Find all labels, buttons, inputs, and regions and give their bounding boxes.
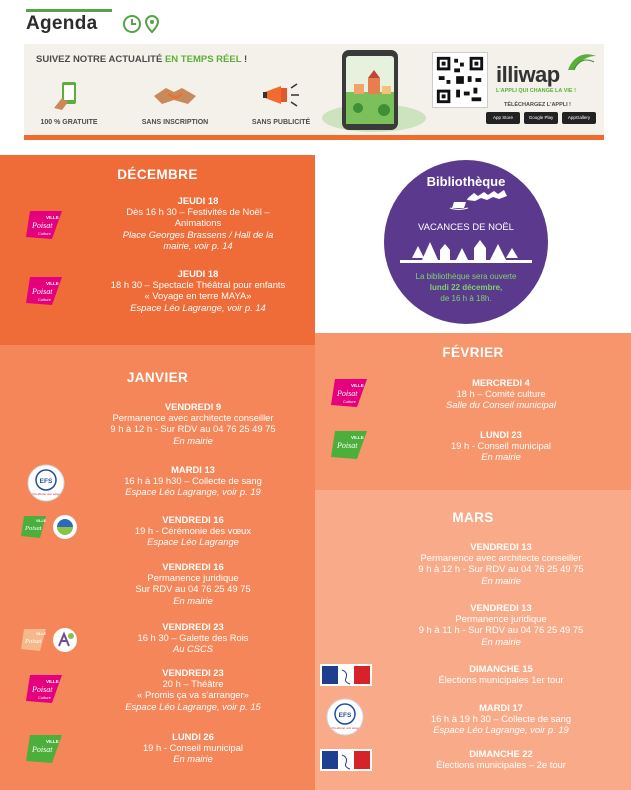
svg-text:VILLE: VILLE (46, 679, 59, 684)
association-logo (50, 513, 80, 541)
event-item: VENDREDI 16 19 h - Cérémonie des vœux Espace Léo Lagrange (134, 514, 252, 548)
banner-headline: SUIVEZ NOTRE ACTUALITÉ EN TEMPS RÉEL ! (36, 54, 248, 65)
republique-francaise-logo (320, 749, 372, 771)
svg-text:Poisat: Poisat (32, 287, 53, 296)
event-item: VENDREDI 13 Permanence avec architecte conseiller 9 h à 12 h - Sur RDV au 04 76 25 49 75 En mairie (418, 541, 584, 586)
month-title: DÉCEMBRE (117, 167, 198, 182)
download-label: TÉLÉCHARGEZ L'APPLI ! (504, 102, 572, 108)
event-item: JEUDI 18 18 h 30 – Spectacle Théâtral pour enfants « Voyage en terre MAYA» Espace Léo Lagrange, voir p. 14 (110, 268, 286, 313)
svg-text:On donne son sang: On donne son sang (331, 726, 359, 730)
month-title: JANVIER (126, 370, 189, 385)
app-gallery-badge: AppGallery (562, 112, 596, 124)
svg-text:VILLE: VILLE (351, 435, 364, 440)
bibliotheque-title: Bibliothèque (426, 174, 506, 189)
svg-text:VILLE: VILLE (351, 383, 364, 388)
svg-text:VILLE: VILLE (46, 215, 59, 220)
event-item: LUNDI 23 19 h - Conseil municipal En mairie (450, 429, 552, 463)
feature-no-signup: SANS INSCRIPTION (140, 80, 210, 126)
svg-text:Poisat: Poisat (25, 638, 42, 645)
event-item: VENDREDI 16 Permanence juridique Sur RDV au 04 76 25 49 75 En mairie (135, 561, 251, 606)
event-item: MERCREDI 4 18 h – Comité culture Salle du Conseil municipal (446, 377, 556, 411)
month-title: MARS (452, 510, 494, 525)
bibliotheque-line3: de 16 h à 18h. (440, 294, 492, 303)
ville-poisat-culture-logo (22, 671, 68, 707)
google-play-badge: Google Play (524, 112, 558, 124)
svg-text:On donne son sang: On donne son sang (32, 492, 60, 496)
event-item: DIMANCHE 22 Élections municipales – 2e tour (436, 748, 566, 771)
illiwap-tagline: L'APPLI QUI CHANGE LA VIE ! (496, 88, 576, 94)
clock-and-pin-icon (122, 13, 164, 35)
section-fevrier (315, 333, 631, 490)
svg-text:EFS: EFS (338, 712, 352, 719)
app-store-badge: App Store (486, 112, 520, 124)
ville-poisat-culture-logo (22, 207, 68, 243)
event-item: VENDREDI 23 20 h – Théâtre « Promis ça va s'arranger» Espace Léo Lagrange, voir p. 15 (125, 667, 261, 712)
svg-text:Poisat: Poisat (337, 389, 358, 398)
handshake-icon (152, 80, 198, 110)
svg-text:Culture: Culture (38, 695, 51, 700)
svg-text:VILLE: VILLE (46, 281, 59, 286)
phone-village-illustration (314, 48, 426, 136)
feature-free: 100 % GRATUITE (34, 80, 104, 126)
feature-no-ads: SANS PUBLICITÉ (246, 80, 316, 126)
phone-hand-icon (52, 80, 86, 110)
event-item: MARDI 17 16 h à 19 h 30 – Collecte de sang Espace Léo Lagrange, voir p. 19 (430, 702, 572, 736)
efs-logo (26, 463, 66, 503)
illiwap-banner (24, 44, 604, 140)
bibliotheque-badge (382, 158, 550, 326)
event-item: VENDREDI 13 Permanence juridique 9 h à 11 h - Sur RDV au 04 76 25 49 75 En mairie (418, 602, 584, 647)
banner-bottom-stripe (24, 135, 604, 140)
svg-text:Poisat: Poisat (32, 221, 53, 230)
ville-poisat-logo (18, 626, 50, 654)
svg-text:EFS: EFS (39, 478, 53, 485)
event-item: VENDREDI 9 Permanence avec architecte conseiller 9 h à 12 h - Sur RDV au 04 76 25 49 75 En mairie (110, 401, 276, 446)
svg-text:Poisat: Poisat (25, 525, 42, 532)
bibliotheque-line1: La bibliothèque sera ouverte (415, 272, 517, 281)
svg-text:VILLE: VILLE (46, 739, 59, 744)
bibliotheque-line2: lundi 22 décembre, (429, 283, 503, 292)
section-mars (315, 490, 631, 790)
republique-francaise-logo (320, 664, 372, 686)
ville-poisat-culture-logo (22, 273, 68, 309)
ville-poisat-logo (327, 427, 373, 463)
header-accent-line (26, 9, 112, 12)
qr-code (432, 52, 488, 108)
svg-text:Culture: Culture (38, 231, 51, 236)
month-title: FÉVRIER (442, 345, 504, 360)
svg-text:Culture: Culture (343, 399, 356, 404)
event-item: MARDI 13 16 h à 19 h30 – Collecte de sang Espace Léo Lagrange, voir p. 19 (124, 464, 262, 498)
ville-poisat-culture-logo (327, 375, 373, 411)
svg-text:VILLE: VILLE (36, 632, 46, 636)
cscs-logo (50, 626, 80, 654)
ville-poisat-logo (22, 731, 68, 767)
section-janvier (0, 345, 315, 790)
bibliotheque-subtitle: VACANCES DE NOËL (418, 222, 514, 233)
section-decembre (0, 155, 315, 345)
svg-text:Poisat: Poisat (32, 685, 53, 694)
illiwap-logo: illiwap (496, 62, 560, 87)
svg-text:Poisat: Poisat (32, 745, 53, 754)
palm-leaf-icon (564, 50, 598, 72)
svg-text:Culture: Culture (38, 297, 51, 302)
megaphone-icon (261, 80, 301, 110)
efs-logo (325, 697, 365, 737)
event-item: LUNDI 26 19 h - Conseil municipal En mairie (142, 731, 244, 765)
svg-text:Poisat: Poisat (337, 441, 358, 450)
event-item: VENDREDI 23 16 h 30 – Galette des Rois Au CSCS (137, 621, 249, 655)
event-item: DIMANCHE 15 Élections municipales 1er tour (438, 663, 564, 686)
ville-poisat-logo (18, 513, 50, 541)
page-title: Agenda (26, 13, 98, 34)
svg-text:VILLE: VILLE (36, 519, 46, 523)
event-item: JEUDI 18 Dès 16 h 30 – Festivités de Noël – Animations Place Georges Brassens / Hall de la mairie, voir p. 14 (122, 195, 274, 251)
